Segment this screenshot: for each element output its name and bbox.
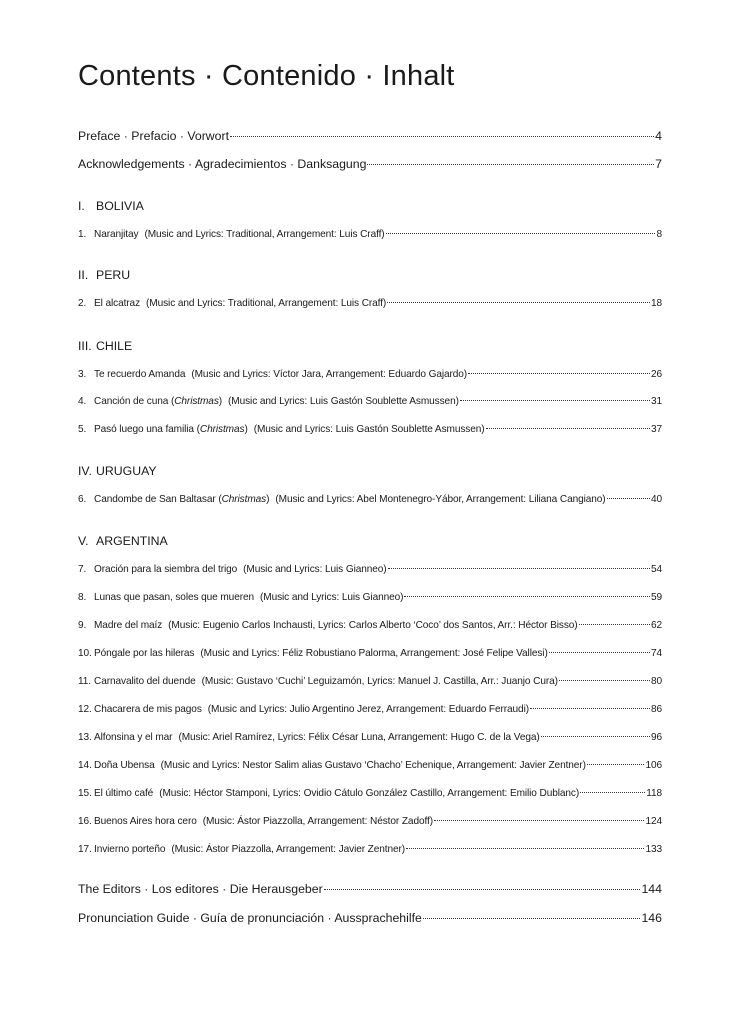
song-number: 7. (78, 564, 87, 575)
section-number: II. (78, 268, 89, 282)
section-number: V. (78, 534, 89, 548)
dot-leader (559, 680, 650, 681)
song-credits: (Music and Lyrics: Luis Gianneo) (260, 592, 404, 603)
song-number: 14. (78, 760, 92, 771)
entry-label: Acknowledgements · Agradecimientos · Danksagung (78, 157, 367, 171)
toc-entry-acknowledgements[interactable] (78, 157, 662, 171)
song-credits: (Music: Ástor Piazzolla, Arrangement: Javier Zentner) (171, 844, 406, 855)
song-title-italic: Christmas (199, 424, 245, 435)
section-number: IV. (78, 464, 92, 478)
song-credits: (Music and Lyrics: Nestor Salim alias Gustavo ‘Chacho’ Echenique, Arrangement: Javier Zentner) (160, 760, 586, 771)
song-title: Buenos Aires hora cero (94, 816, 197, 827)
toc-entry-song-8[interactable] (78, 592, 662, 603)
song-number: 1. (78, 229, 87, 240)
section-name: BOLIVIA (96, 199, 144, 213)
song-title: Alfonsina y el mar (94, 732, 173, 743)
toc-entry-song-16[interactable] (78, 816, 662, 827)
page-number: 26 (650, 369, 662, 380)
dot-leader (230, 136, 654, 137)
page-number: 133 (645, 844, 662, 855)
song-title-end: ) (218, 396, 223, 407)
toc-entry-song-9[interactable] (78, 620, 662, 631)
song-credits: (Music: Gustavo ‘Cuchi’ Leguizamón, Lyrics: Manuel J. Castilla, Arr.: Juanjo Cura) (201, 676, 558, 687)
dot-leader (549, 652, 650, 653)
song-title: Pasó luego una familia ( (94, 424, 200, 435)
song-title: Oración para la siembra del trigo (94, 564, 238, 575)
song-credits: (Music and Lyrics: Abel Montenegro-Yábor, Arrangement: Liliana Cangiano) (275, 494, 606, 505)
section-name: PERU (96, 268, 131, 282)
song-title: Madre del maíz (94, 620, 163, 631)
toc-entry-song-3[interactable] (78, 369, 662, 380)
section-name: URUGUAY (96, 464, 157, 478)
toc-entry-song-4[interactable] (78, 396, 662, 407)
toc-entry-song-5[interactable] (78, 424, 662, 435)
song-title: Invierno porteño (94, 844, 166, 855)
page-title: Contents · Contenido · Inhalt (78, 60, 455, 92)
song-number: 16. (78, 816, 92, 827)
toc-entry-song-15[interactable] (78, 788, 662, 799)
toc-entry-song-17[interactable] (78, 844, 662, 855)
entry-label: Pronunciation Guide · Guía de pronunciación · Aussprachehilfe (78, 911, 422, 925)
toc-entry-pronunciation-guide[interactable] (78, 911, 662, 925)
page-number: 62 (650, 620, 662, 631)
toc-entry-song-10[interactable] (78, 648, 662, 659)
dot-leader (387, 302, 650, 303)
song-number: 15. (78, 788, 92, 799)
song-title: Doña Ubensa (94, 760, 155, 771)
entry-label: The Editors · Los editores · Die Herausgeber (78, 882, 323, 896)
toc-entry-song-13[interactable] (78, 732, 662, 743)
page-number: 106 (645, 760, 662, 771)
page-number: 4 (655, 129, 662, 143)
dot-leader (460, 400, 650, 401)
page-number: 8 (656, 229, 662, 240)
song-title: El alcatraz (94, 298, 141, 309)
song-credits: (Music and Lyrics: Féliz Robustiano Palorma, Arrangement: José Felipe Vallesi) (200, 648, 548, 659)
page-number: 80 (650, 676, 662, 687)
song-title-italic: Christmas (174, 396, 219, 407)
dot-leader (434, 820, 644, 821)
toc-entry-preface[interactable] (78, 129, 662, 143)
page-number: 18 (650, 298, 662, 309)
page-number: 144 (641, 882, 662, 896)
song-title: Lunas que pasan, soles que mueren (94, 592, 254, 603)
section-heading-chile (78, 339, 132, 353)
song-number: 8. (78, 592, 87, 603)
dot-leader (530, 708, 650, 709)
song-number: 17. (78, 844, 92, 855)
entry-label: Preface · Prefacio · Vorwort (78, 129, 230, 143)
section-name: CHILE (96, 339, 133, 353)
song-credits: (Music and Lyrics: Luis Gianneo) (243, 564, 387, 575)
page-number: 118 (646, 788, 662, 799)
song-credits: (Music and Lyrics: Julio Argentino Jerez, Arrangement: Eduardo Ferraudi) (207, 704, 529, 715)
page-number: 7 (655, 157, 662, 171)
song-title: El último café (94, 788, 154, 799)
page-number: 124 (645, 816, 662, 827)
song-credits: (Music: Héctor Stamponi, Lyrics: Ovidio Cátulo González Castillo, Arrangement: Emilio Dublanc) (159, 788, 580, 799)
dot-leader (486, 428, 650, 429)
page-number: 59 (650, 592, 662, 603)
song-title: Te recuerdo Amanda (94, 369, 186, 380)
toc-entry-song-2[interactable] (78, 298, 662, 309)
song-title-end: ) (244, 424, 248, 435)
dot-leader (386, 233, 656, 234)
song-title: Póngale por las hileras (94, 648, 195, 659)
song-title: Naranjitay (94, 229, 139, 240)
song-number: 5. (78, 424, 87, 435)
song-credits: (Music and Lyrics: Traditional, Arrangement: Luis Craff) (146, 298, 387, 309)
dot-leader (367, 164, 654, 165)
song-number: 13. (78, 732, 92, 743)
section-heading-bolivia (78, 199, 144, 213)
song-title: Carnavalito del duende (94, 676, 196, 687)
section-heading-uruguay (78, 464, 157, 478)
toc-entry-song-12[interactable] (78, 704, 662, 715)
dot-leader (468, 373, 650, 374)
song-number: 9. (78, 620, 87, 631)
song-credits: (Music: Ástor Piazzolla, Arrangement: Néstor Zadoff) (202, 816, 433, 827)
song-title: Candombe de San Baltasar ( (94, 494, 222, 505)
song-credits: (Music and Lyrics: Traditional, Arrangement: Luis Craff) (144, 229, 385, 240)
page-number: 96 (650, 732, 662, 743)
song-credits: (Music and Lyrics: Luis Gastón Soublette Asmussen) (253, 424, 485, 435)
song-number: 6. (78, 494, 87, 505)
song-credits: (Music and Lyrics: Víctor Jara, Arrangement: Eduardo Gajardo) (191, 369, 468, 380)
song-title: Chacarera de mis pagos (94, 704, 202, 715)
song-number: 10. (78, 648, 92, 659)
dot-leader (579, 624, 650, 625)
toc-entry-song-11[interactable] (78, 676, 662, 687)
song-title-end: ) (266, 494, 270, 505)
page-number: 31 (650, 396, 662, 407)
dot-leader (423, 918, 641, 919)
song-credits: (Music: Eugenio Carlos Inchausti, Lyrics: Carlos Alberto ‘Coco’ dos Santos, Arr.: Héctor Bisso) (168, 620, 578, 631)
toc-entry-song-1[interactable] (78, 229, 662, 240)
dot-leader (388, 568, 650, 569)
page-number: 86 (650, 704, 662, 715)
section-heading-argentina (78, 534, 168, 548)
dot-leader (587, 764, 645, 765)
song-title: Canción de cuna ( (94, 396, 175, 407)
section-number: III. (78, 339, 92, 353)
dot-leader (324, 889, 641, 890)
song-number: 11. (78, 676, 91, 687)
toc-entry-editors[interactable] (78, 882, 662, 896)
toc-entry-song-14[interactable] (78, 760, 662, 771)
section-number: I. (78, 199, 85, 213)
toc-entry-song-6[interactable] (78, 494, 662, 505)
song-number: 3. (78, 369, 87, 380)
song-credits: (Music and Lyrics: Luis Gastón Soublette Asmussen) (228, 396, 459, 407)
dot-leader (404, 596, 650, 597)
section-name: ARGENTINA (96, 534, 168, 548)
song-number: 12. (78, 704, 92, 715)
toc-entry-song-7[interactable] (78, 564, 662, 575)
song-title-italic: Christmas (221, 494, 267, 505)
song-number: 4. (78, 396, 87, 407)
page-number: 40 (650, 494, 662, 505)
song-number: 2. (78, 298, 87, 309)
dot-leader (541, 736, 650, 737)
dot-leader (607, 498, 650, 499)
page-number: 146 (641, 911, 662, 925)
song-credits: (Music: Ariel Ramírez, Lyrics: Félix César Luna, Arrangement: Hugo C. de la Vega) (178, 732, 540, 743)
section-heading-peru (78, 268, 130, 282)
dot-leader (406, 848, 644, 849)
page-number: 74 (650, 648, 662, 659)
page-number: 54 (650, 564, 662, 575)
page-number: 37 (650, 424, 662, 435)
dot-leader (580, 792, 645, 793)
